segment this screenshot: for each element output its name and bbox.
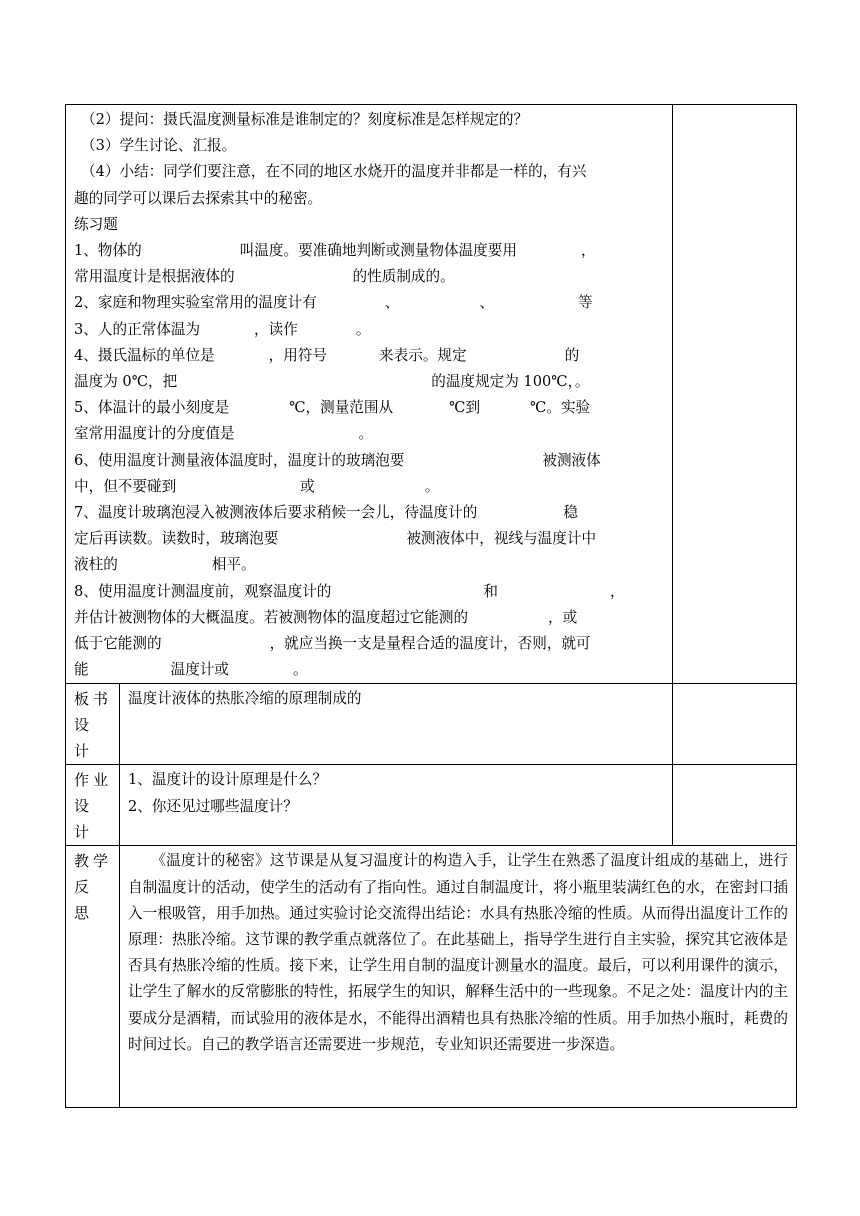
process-cell: [66, 105, 673, 684]
exercise-q4-line1: 4、摄氏温标的单位是 ，用符号 来表示。规定 的: [74, 346, 580, 364]
exercise-q7-line2: 定后再读数。读数时，玻璃泡要 被测液体中，视线与温度计中: [74, 530, 597, 548]
lesson-plan-table: [65, 104, 797, 1108]
board-label: 板 书 设 计: [74, 690, 108, 761]
exercise-q7-line1: 7、温度计玻璃泡浸入被测液体后要求稍候一会儿，待温度计的 稳: [74, 504, 578, 522]
process-content: [66, 105, 672, 683]
homework-label: 作 业 设 计: [74, 771, 108, 842]
exercise-q8-line4: 能 温度计或 。: [74, 661, 308, 679]
exercise-q8-line3: 低于它能测的 ，就应当换一支是量程合适的温度计，否则，就可: [74, 635, 591, 653]
exercise-q1-line1: 1、物体的 叫温度。要准确地判断或测量物体温度要用 ，: [74, 242, 596, 260]
exercise-q3: 3、人的正常体温为 ，读作 。: [74, 320, 371, 338]
process-line: 趣的同学可以课后去探索其中的秘密。: [74, 189, 323, 207]
remarks-cell-2: [673, 684, 797, 765]
homework-label-cell: [66, 765, 120, 846]
reflection-content: [120, 846, 796, 1058]
exercise-q8-line2: 并估计被测物体的大概温度。若被测物体的温度超过它能测的 ，或: [74, 608, 578, 626]
exercise-q5-line2: 室常用温度计的分度值是 。: [74, 425, 374, 443]
reflection-paragraph: 《温度计的秘密》这节课是从复习温度计的构造入手，让学生在熟悉了温度计组成的基础上，进行自制温度计的活动，使学生的活动有了指向性。通过自制温度计，将小瓶里装满红色的水，在密封口插入一根吸管，用手加热。通过实验讨论交流得出结论：水具有热胀冷缩的性质。从而得出温度计工作的原理：热胀冷缩。这节课的教学重点就落位了。在此基础上，指导学生进行自主实验，探究其它液体是否具有热胀冷缩的性质。接下来，让学生用自制的温度计测量水的温度。最后，可以利用课件的演示，让学生了解水的反常膨胀的特性，拓展学生的知识，解释生活中的一些现象。不足之处：温度计内的主要成分是酒精，而试验用的液体是水，不能得出酒精也具有热胀冷缩的性质。用手加热小瓶时，耗费的时间过长。自己的教学语言还需要进一步规范，专业知识还需要进一步深造。: [128, 852, 789, 1053]
exercise-q6-line1: 6、使用温度计测量液体温度时，温度计的玻璃泡要 被测液体: [74, 451, 601, 469]
reflection-label-cell: [66, 846, 120, 1108]
board-row: [66, 684, 797, 765]
process-line: （2）提问：摄氏温度测量标准是谁制定的？刻度标准是怎样规定的？: [81, 111, 529, 128]
exercise-q8-line1: 8、使用温度计测温度前，观察温度计的 和 ，: [74, 582, 625, 600]
remarks-cell-3: [673, 765, 797, 846]
exercise-q2: 2、家庭和物理实验室常用的温度计有 、 、 等: [74, 294, 593, 312]
homework-content-cell: [120, 765, 673, 846]
exercise-title: 练习题: [74, 215, 118, 233]
remarks-cell-1: [673, 105, 797, 684]
reflection-row: [66, 846, 797, 1108]
exercise-q5-line1: 5、体温计的最小刻度是 ℃，测量范围从 ℃到 ℃。实验: [74, 399, 591, 417]
process-row: [66, 105, 797, 684]
board-content: 温度计液体的热胀冷缩的原理制成的: [128, 690, 362, 708]
board-label-cell: [66, 684, 120, 765]
exercise-q4-line2: 温度为 0℃，把 的温度规定为 100℃，。: [74, 373, 590, 391]
reflection-label: 教 学 反 思: [74, 852, 108, 923]
reflection-content-cell: [120, 846, 797, 1108]
process-line: （3）学生讨论、汇报。: [81, 137, 237, 155]
homework-item: 1、温度计的设计原理是什么？: [128, 771, 328, 789]
exercise-q1-line2: 常用温度计是根据液体的 的性质制成的。: [74, 268, 455, 286]
homework-content: [120, 765, 672, 819]
exercise-q6-line2: 中，但不要碰到 或 。: [74, 477, 440, 495]
board-content-cell: [120, 684, 673, 765]
homework-row: [66, 765, 797, 846]
process-line: （4）小结：同学们要注意，在不同的地区水烧开的温度并非都是一样的，有兴: [81, 163, 587, 181]
exercise-q7-line3: 液柱的 相平。: [74, 556, 256, 574]
homework-item: 2、你还见过哪些温度计？: [128, 797, 298, 815]
